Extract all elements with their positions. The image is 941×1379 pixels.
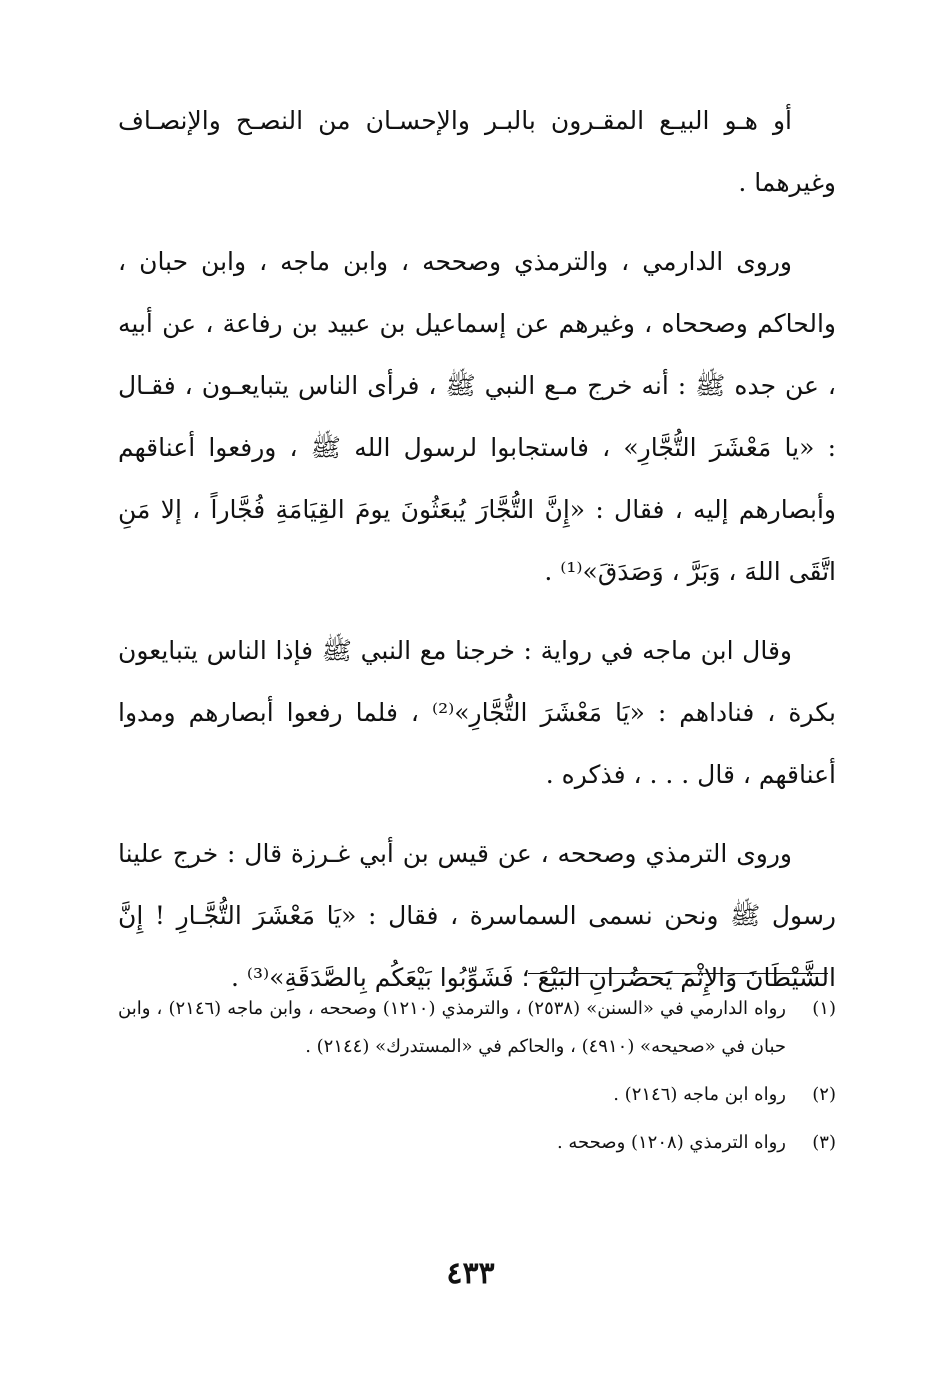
footnote-1-number: (١) bbox=[812, 998, 836, 1019]
paragraph-4 bbox=[118, 823, 836, 1009]
paragraph-4-text: وروى الترمذي وصححه ، عن قيس بن أبي غـرزة قال : خرج علينا رسول ﷺ ونحن نسمى السماسرة ، فقال : «يَا مَعْشَرَ التُّجَّـارِ ! إِنَّ الشَّيْطَانَ وَالإِثْمَ يَحضُرانِ البَيْعَ ؛ فَشَوِّبُوا بَيْعَكُم بِالصَّدَقَةِ»⁽³⁾ . bbox=[118, 839, 836, 992]
footnote-2-number: (٢) bbox=[812, 1084, 836, 1105]
footnotes bbox=[118, 990, 836, 1172]
footnote-3-number: (٣) bbox=[812, 1132, 836, 1153]
paragraph-2-text: وروى الدارمي ، والترمذي وصححه ، وابن ماجه ، وابن حبان ، والحاكم وصححاه ، وغيرهم عن إسماعيل بن عبيد بن رفاعة ، عن أبيه ، عن جده ﷺ : أنه خرج مـع النبي ﷺ ، فرأى الناس يتبايعـون ، فقـال : «يا مَعْشَرَ التُّجَّارِ» ، فاستجابوا لرسول الله ﷺ ، ورفعوا أعناقهم وأبصارهم إليه ، فقال : «إِنَّ التُّجَّارَ يُبعَثُونَ يومَ القِيَامَةِ فُجَّاراً ، إلا مَنِ اتَّقَى اللهَ ، وَبَرَّ ، وَصَدَقَ»⁽¹⁾ . bbox=[118, 247, 836, 586]
main-text bbox=[118, 90, 836, 1026]
footnote-1 bbox=[118, 990, 836, 1066]
footnote-2 bbox=[118, 1076, 836, 1114]
footnote-3 bbox=[118, 1124, 836, 1162]
footnote-2-text: رواه ابن ماجه (٢١٤٦) . bbox=[613, 1084, 786, 1105]
paragraph-3 bbox=[118, 620, 836, 806]
paragraph-1 bbox=[118, 90, 836, 214]
footnote-divider bbox=[528, 973, 828, 974]
paragraph-1-text: أو هـو البيـع المقـرون بالبـر والإحسـان من النصـح والإنصـاف وغيرهما . bbox=[118, 106, 836, 197]
paragraph-2 bbox=[118, 231, 836, 603]
footnote-3-text: رواه الترمذي (١٢٠٨) وصححه . bbox=[556, 1132, 786, 1153]
page-number: ٤٣٣ bbox=[446, 1256, 495, 1291]
footnote-1-text: رواه الدارمي في «السنن» (٢٥٣٨) ، والترمذي (١٢١٠) وصححه ، وابن ماجه (٢١٤٦) ، وابن حبان في «صحيحه» (٤٩١٠) ، والحاكم في «المستدرك» (٢١٤٤) . bbox=[118, 998, 786, 1057]
paragraph-3-text: وقال ابن ماجه في رواية : خرجنا مع النبي ﷺ فإذا الناس يتبايعون بكرة ، فناداهم : «يَا مَعْشَرَ التُّجَّارِ»⁽²⁾ ، فلما رفعوا أبصارهم ومدوا أعناقهم ، قال . . . ، فذكره . bbox=[118, 636, 836, 789]
